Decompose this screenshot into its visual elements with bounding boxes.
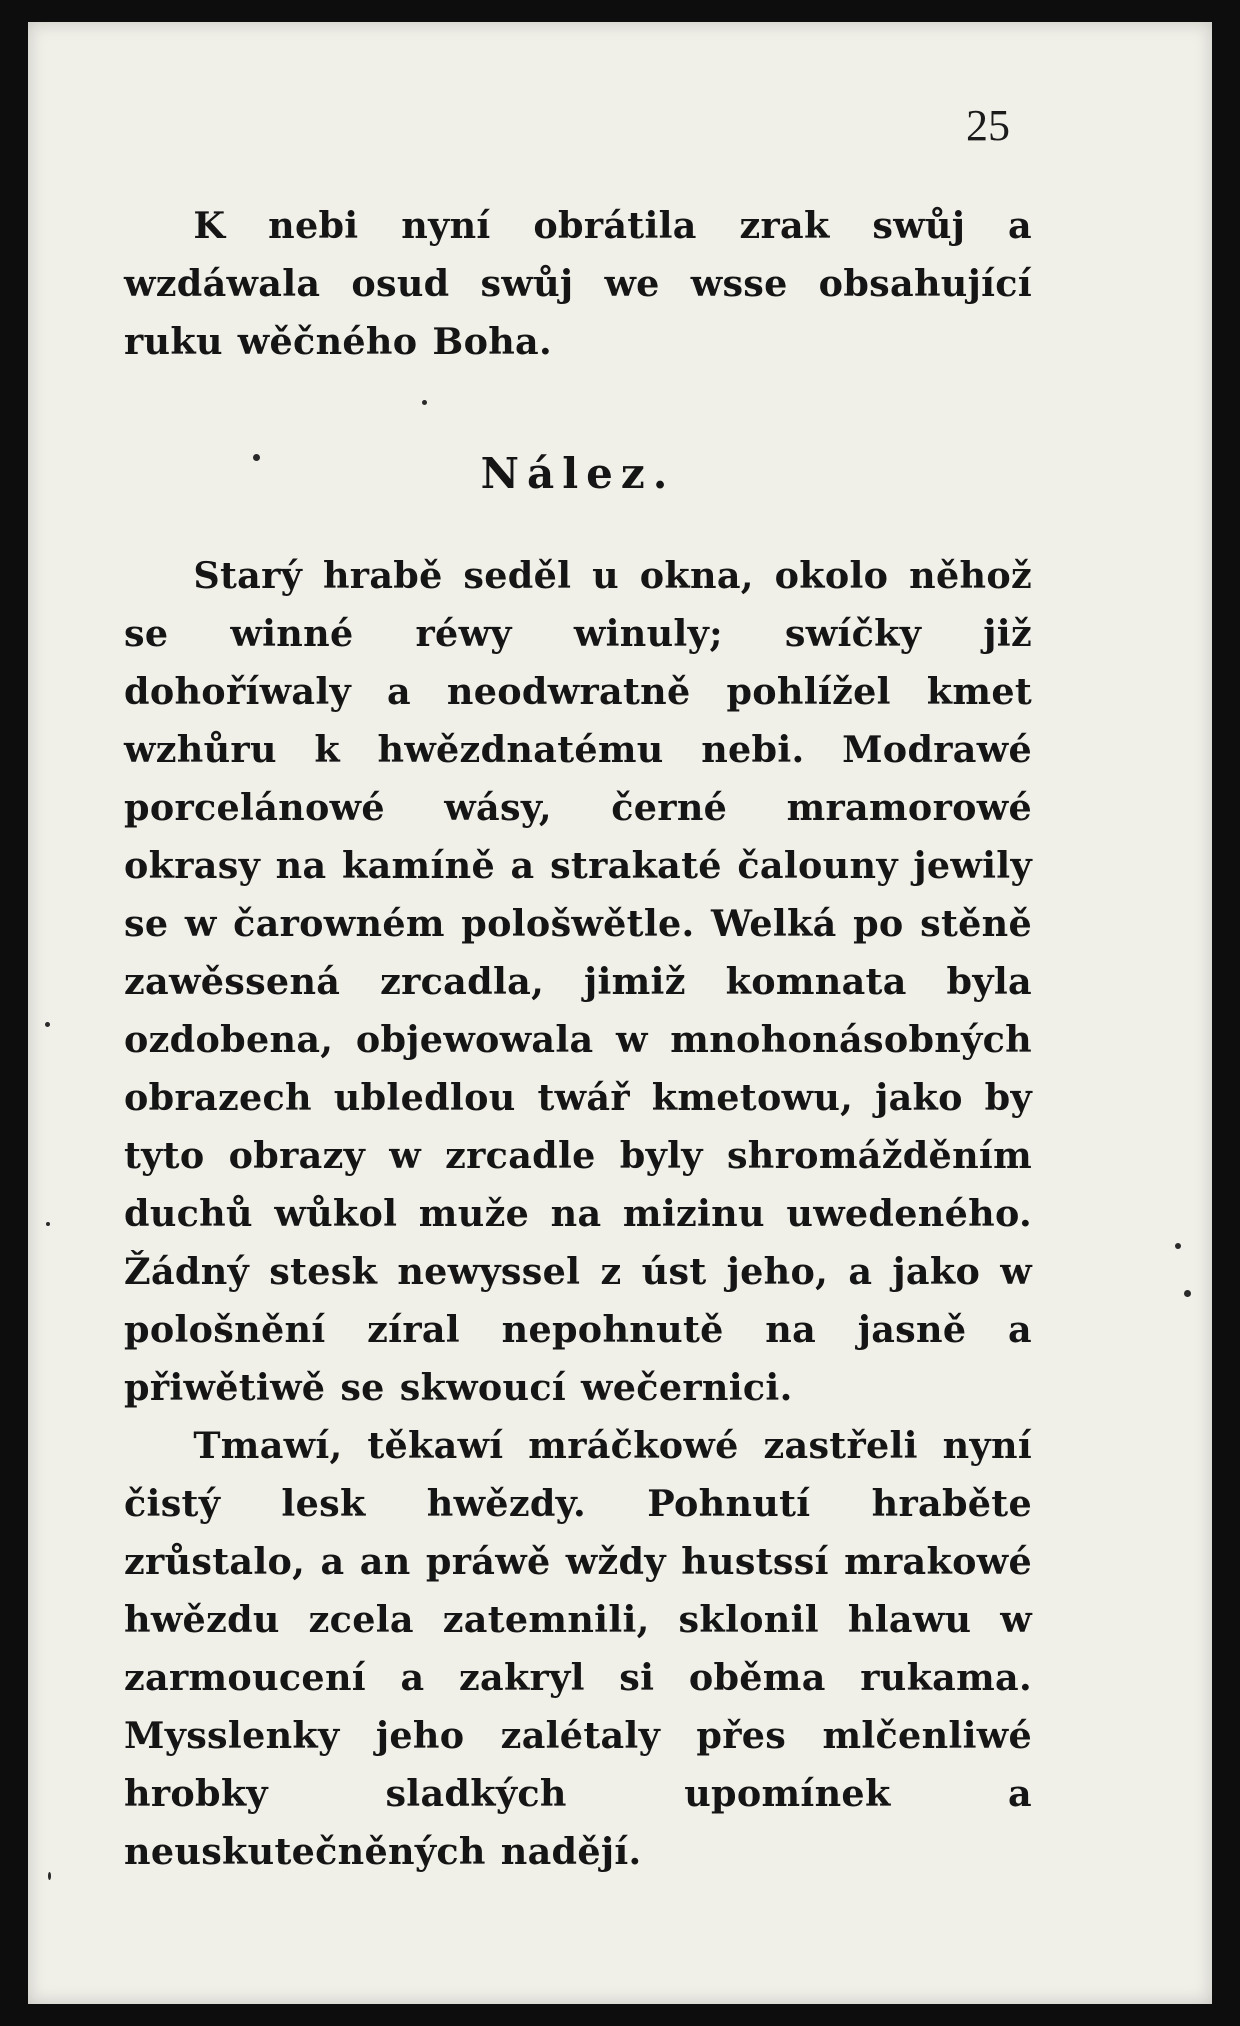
paragraph-2: Starý hrabě seděl u okna, okolo něhož se winné réwy winuly; swíčky již dohoříwaly a neodwratně pohlížel kmet wzhůru k hwězdnatému nebi. Modrawé porcelánowé wásy, černé mramorowé okrasy na kamíně a strakaté čalouny jewily se w čarowném pološwětle. Welká po stěně zawěssená zrcadla, jimiž komnata byla ozdobena, objewowala w mnohonásobných obrazech ubledlou twář kmetowu, jako by tyto obrazy w zrcadle byly shromážděním duchů wůkol muže na mizinu uwedeného. Žádný stesk newyssel z úst jeho, a jako w pološnění zíral nepohnutě na jasně a přiwětiwě se skwoucí wečernici. (124, 554, 1032, 1409)
paper-speck (48, 1872, 51, 1880)
section-heading: Nález. (480, 449, 676, 498)
paragraph-3: Tmawí, těkawí mráčkowé zastřeli nyní čistý lesk hwězdy. Pohnutí hraběte zrůstalo, a an práwě wždy hustssí mrakowé hwězdu zcela zatemnili, sklonil hlawu w zarmoucení a zakryl si oběma rukama. Mysslenky jeho zalétaly přes mlčenliwé hrobky sladkých upomínek a neuskutečněných nadějí. (124, 1424, 1032, 1873)
page-number: 25 (966, 101, 1010, 150)
paragraph-1: K nebi nyní obrátila zrak swůj a wzdáwala osud swůj we wsse obsahující ruku wěčného Boha. (124, 204, 1032, 363)
book-page (28, 22, 1212, 2004)
paper-speck (422, 400, 427, 405)
page-text (124, 197, 1032, 1881)
paper-speck (45, 1022, 50, 1027)
paper-speck (253, 454, 260, 461)
paper-speck (1184, 1290, 1191, 1297)
paper-speck (46, 1222, 50, 1226)
paper-speck (1175, 1243, 1181, 1249)
